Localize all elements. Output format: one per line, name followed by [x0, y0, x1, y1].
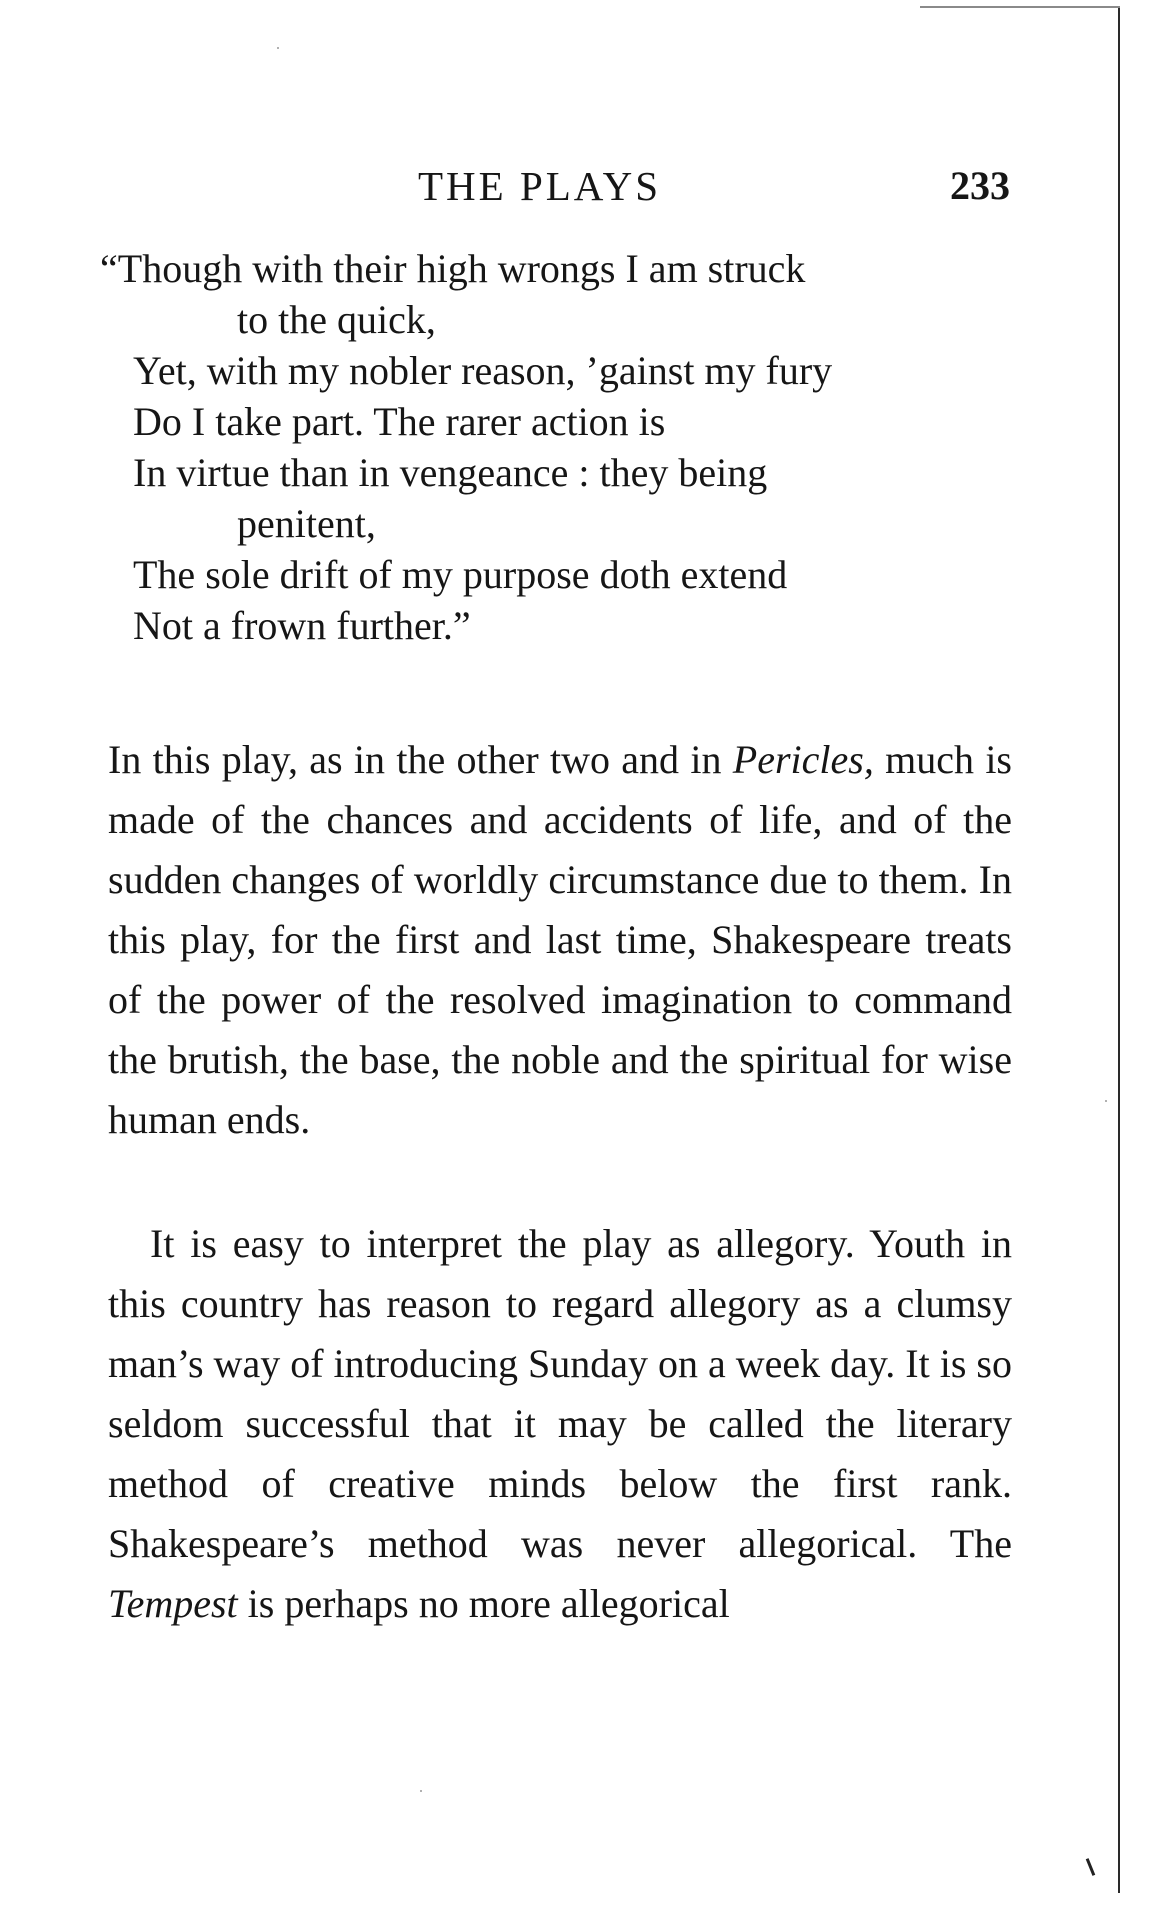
verse-line: Not a frown further.” [133, 603, 471, 648]
page-header [100, 162, 1010, 210]
paragraph-1-text-a: In this play, as in the other two and in [108, 737, 733, 782]
play-title-pericles: Pericles, [732, 737, 874, 782]
scan-mark [1086, 1858, 1096, 1876]
scan-border-right [1118, 8, 1120, 1893]
paragraph-2 [108, 1214, 1012, 1634]
paragraph-1-text-b: much is made of the chances and accidents of life, and of the sudden changes of worldly circumstance due to them. In this play, for the first and last time, Shakespeare treats of the power of the resolved imagination to command the brutish, the base, the noble and the spiritual for wise human ends. [108, 737, 1012, 1142]
verse-line: “Though with their high wrongs I am struck [100, 246, 806, 291]
verse-line: In virtue than in vengeance : they being [133, 450, 768, 495]
verse-quotation [100, 243, 1010, 651]
scan-border-top [920, 6, 1120, 8]
page-number: 233 [950, 163, 1010, 208]
paragraph-1 [108, 730, 1012, 1150]
scan-speck [1105, 1100, 1107, 1102]
play-title-tempest: Tempest [108, 1581, 238, 1626]
running-title: THE PLAYS [418, 163, 662, 209]
verse-line: Yet, with my nobler reason, ’gainst my fury [133, 348, 833, 393]
verse-line: to the quick, [237, 297, 436, 342]
scan-speck [420, 1790, 422, 1792]
verse-line: Do I take part. The rarer action is [133, 399, 666, 444]
paragraph-2-text-a: It is easy to interpret the play as allegory. Youth in this country has reason to regard allegory as a clumsy man’s way of introducing Sunday on a week day. It is so seldom successful that it may be called the literary method of creative minds below the first rank. Shakespeare’s method was never allegorical. The [108, 1221, 1012, 1566]
verse-line: The sole drift of my purpose doth extend [133, 552, 788, 597]
paragraph-2-text-b: is perhaps no more allegorical [237, 1581, 730, 1626]
scan-speck [277, 47, 279, 49]
verse-line: penitent, [237, 501, 376, 546]
